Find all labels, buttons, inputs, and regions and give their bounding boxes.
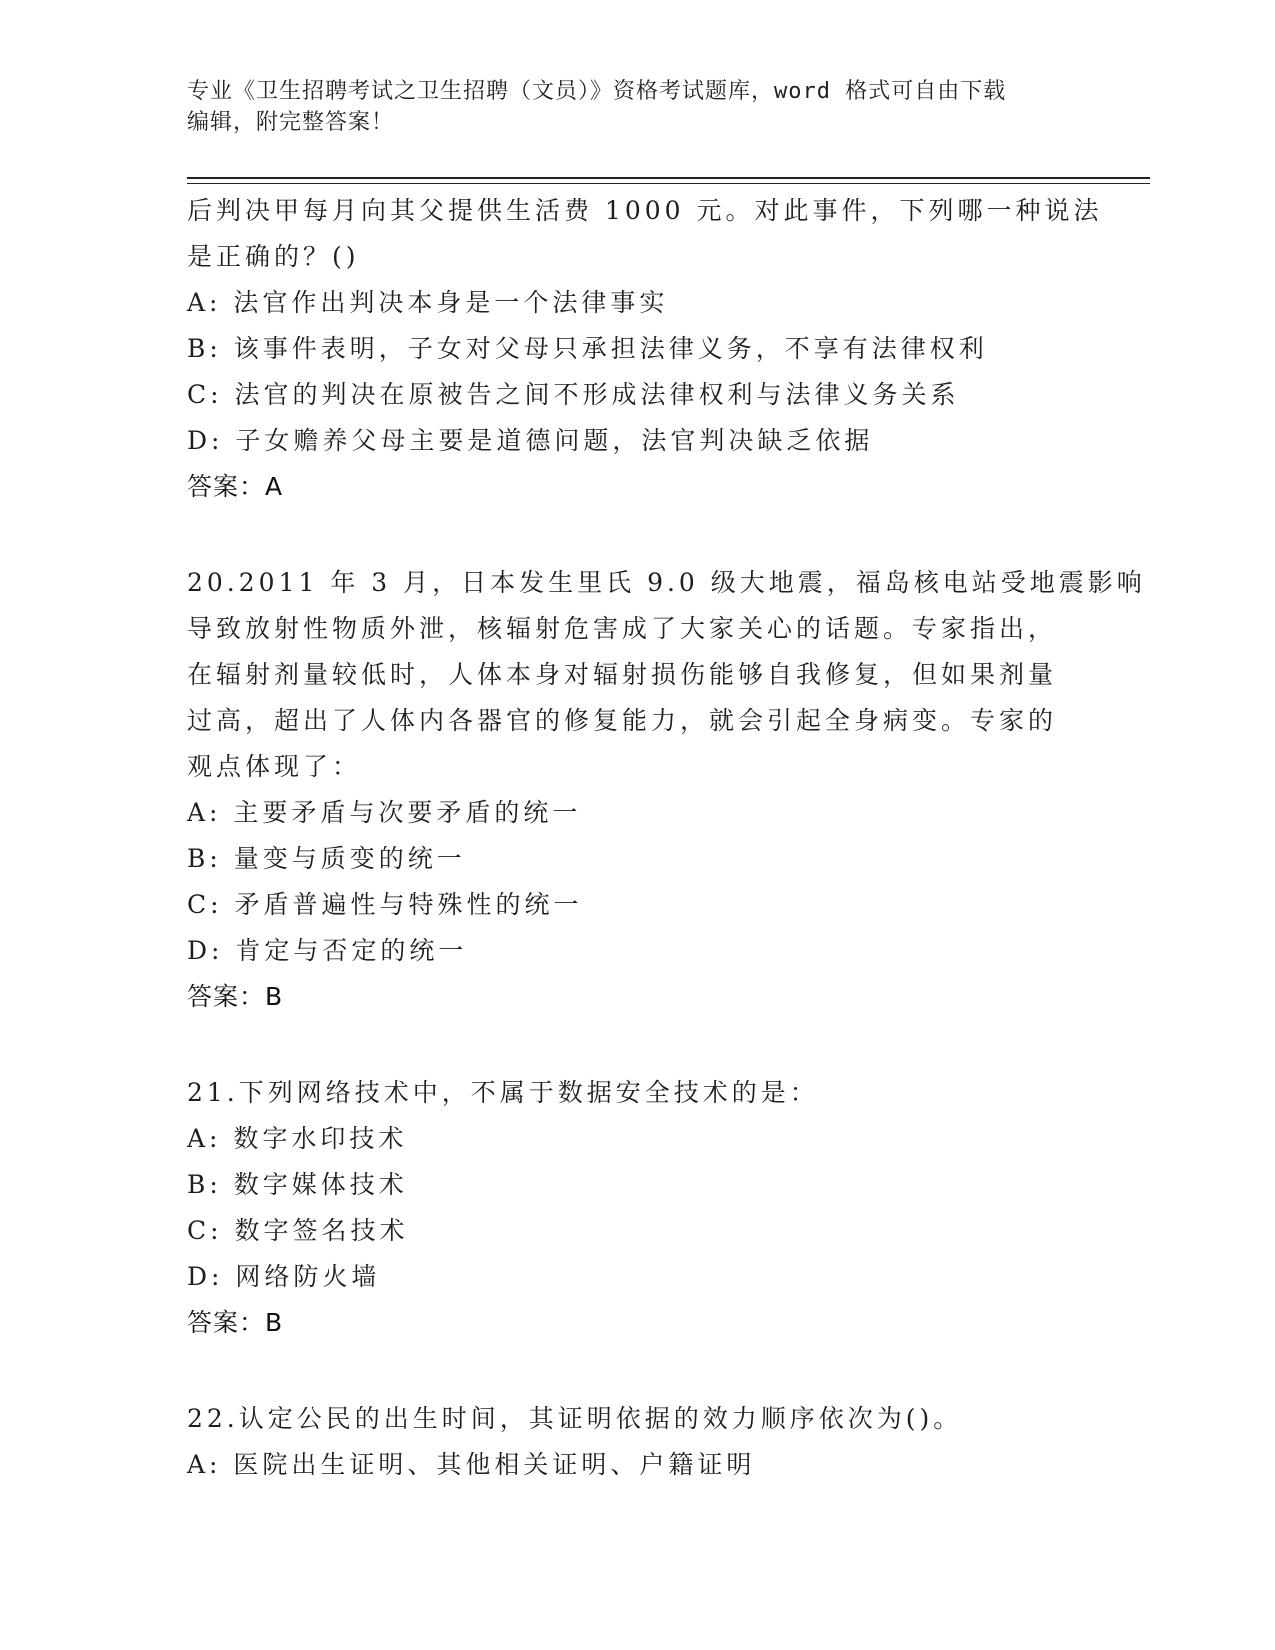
header-line-1: 专业《卫生招聘考试之卫生招聘（文员）》资格考试题库，word 格式可自由下载 [187,79,1007,104]
option-c: C: 法官的判决在原被告之间不形成法律权利与法律义务关系 [187,380,960,409]
question-text-line: 在辐射剂量较低时，人体本身对辐射损伤能够自我修复，但如果剂量 [187,660,1058,689]
question-text-line: 过高，超出了人体内各器官的修复能力，就会引起全身病变。专家的 [187,706,1058,735]
header-line-2: 编辑，附完整答案！ [187,110,395,135]
header-divider-thin [187,183,1150,184]
question-spacer [187,1020,1087,1070]
question-text-line: 是正确的？() [187,242,360,271]
question-text-line: 后判决甲每月向其父提供生活费 1000 元。对此事件，下列哪一种说法 [187,196,1103,225]
option-a: A: 数字水印技术 [187,1124,408,1153]
option-d: D: 子女赡养父母主要是道德问题，法官判决缺乏依据 [187,426,874,455]
question-20 [187,560,1146,1020]
option-b: B: 该事件表明，子女对父母只承担法律义务，不享有法律权利 [187,334,988,363]
answer-label: 答案：B [187,982,284,1011]
option-b: B: 数字媒体技术 [187,1170,408,1199]
question-text-line: 观点体现了： [187,752,362,781]
answer-label: 答案：B [187,1308,284,1337]
option-d: D: 肯定与否定的统一 [187,936,468,965]
question-text-line: 20.2011 年 3 月，日本发生里氏 9.0 级大地震，福岛核电站受地震影响 [187,568,1146,597]
option-a: A: 医院出生证明、其他相关证明、户籍证明 [187,1450,756,1479]
document-header [187,76,1087,138]
question-text-line: 21.下列网络技术中，不属于数据安全技术的是： [187,1078,819,1107]
option-b: B: 量变与质变的统一 [187,844,466,873]
option-a: A: 主要矛盾与次要矛盾的统一 [187,798,582,827]
option-a: A: 法官作出判决本身是一个法律事实 [187,288,669,317]
question-spacer [187,510,1087,560]
question-21 [187,1070,1087,1346]
question-text-line: 导致放射性物质外泄，核辐射危害成了大家关心的话题。专家指出， [187,614,1058,643]
answer-label: 答案：A [187,472,284,501]
question-19 [187,188,1103,510]
question-text-line: 22.认定公民的出生时间，其证明依据的效力顺序依次为()。 [187,1404,963,1433]
question-list [187,188,1146,1488]
option-d: D: 网络防火墙 [187,1262,381,1291]
option-c: C: 矛盾普遍性与特殊性的统一 [187,890,583,919]
option-c: C: 数字签名技术 [187,1216,409,1245]
question-22 [187,1396,1087,1488]
header-divider-thick [187,177,1150,179]
question-spacer [187,1346,1087,1396]
